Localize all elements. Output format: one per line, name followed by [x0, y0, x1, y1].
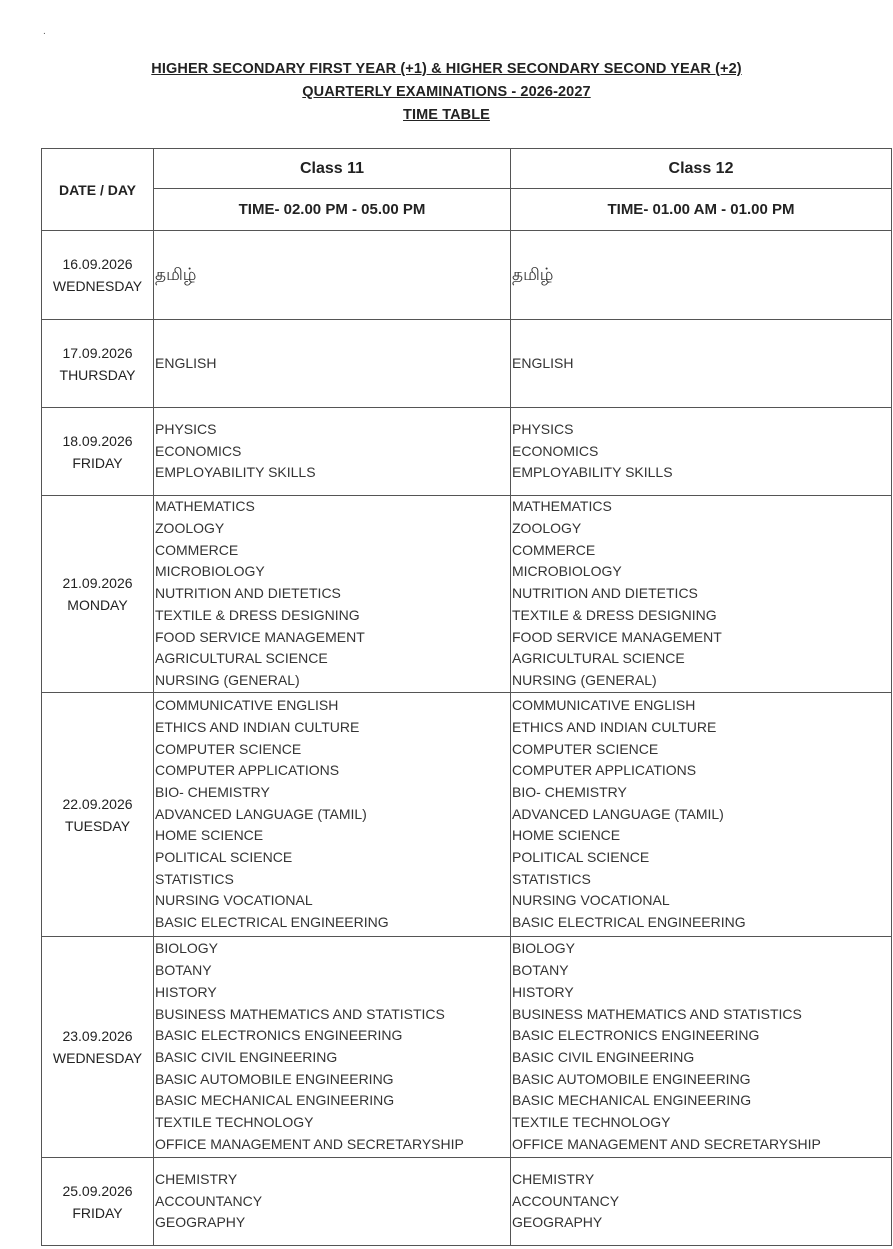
subject-item: BASIC ELECTRICAL ENGINEERING: [512, 914, 746, 931]
exam-date: 17.09.2026: [62, 344, 133, 361]
exam-date: 23.09.2026: [62, 1028, 133, 1044]
subject-item: CHEMISTRY: [512, 1170, 595, 1187]
exam-day: FRIDAY: [72, 1204, 123, 1221]
exam-day: TUESDAY: [64, 817, 131, 834]
date-day-cell: [42, 408, 154, 496]
subject-item: ECONOMICS: [512, 442, 599, 459]
timetable: [41, 148, 892, 1246]
subject-item: GEOGRAPHY: [512, 1214, 603, 1231]
subject-item: ACCOUNTANCY: [512, 1192, 620, 1209]
subject-item: EMPLOYABILITY SKILLS: [155, 464, 316, 481]
subject-item: ETHICS AND INDIAN CULTURE: [155, 718, 360, 735]
subject-item: HOME SCIENCE: [512, 827, 621, 844]
subject-item: BOTANY: [512, 962, 569, 979]
subject-item: NURSING VOCATIONAL: [155, 892, 313, 909]
class12-subjects-cell: [511, 320, 892, 408]
subject-item: BUSINESS MATHEMATICS AND STATISTICS: [512, 1005, 802, 1022]
header-row-time: [42, 189, 892, 231]
subject-item: COMMERCE: [512, 541, 596, 558]
class12-subjects-cell: [511, 408, 892, 496]
subject-item: STATISTICS: [512, 870, 591, 887]
subject-item: BASIC MECHANICAL ENGINEERING: [155, 1092, 395, 1109]
class11-subjects-cell: [154, 937, 511, 1158]
subject-item: BIOLOGY: [155, 940, 219, 957]
subject-item: OFFICE MANAGEMENT AND SECRETARYSHIP: [512, 1135, 821, 1152]
class11-time: TIME- 02.00 PM - 05.00 PM: [154, 189, 511, 231]
exam-row: [42, 496, 892, 693]
exam-date: 18.09.2026: [62, 432, 133, 449]
subject-item: BASIC CIVIL ENGINEERING: [155, 1049, 338, 1065]
class12-time: TIME- 01.00 AM - 01.00 PM: [511, 189, 892, 231]
stray-mark: .: [43, 26, 46, 37]
date-day-cell: [42, 320, 154, 408]
exam-row: [42, 937, 892, 1158]
exam-row: [42, 693, 892, 937]
subject-item: AGRICULTURAL SCIENCE: [512, 650, 685, 667]
subject-item: BASIC ELECTRONICS ENGINEERING: [155, 1027, 403, 1044]
subject-item: TEXTILE & DRESS DESIGNING: [155, 606, 360, 623]
subject-item: COMPUTER SCIENCE: [155, 740, 302, 757]
class11-subjects-cell: [154, 320, 511, 408]
subject-item: FOOD SERVICE MANAGEMENT: [155, 628, 365, 645]
subject-item: NURSING (GENERAL): [512, 671, 657, 688]
exam-day: WEDNESDAY: [52, 1050, 143, 1066]
subject-item: COMPUTER APPLICATIONS: [155, 762, 340, 779]
class12-subjects-cell: [511, 937, 892, 1158]
subject-item: TEXTILE TECHNOLOGY: [512, 1114, 671, 1131]
subject-item: GEOGRAPHY: [155, 1214, 246, 1231]
subject-item: BOTANY: [155, 962, 212, 979]
subject-item: HOME SCIENCE: [155, 827, 264, 844]
exam-day: MONDAY: [67, 597, 128, 613]
heading-line-2: QUARTERLY EXAMINATIONS - 2026-2027: [302, 84, 591, 100]
subject-item: ACCOUNTANCY: [155, 1192, 263, 1209]
subject-item: STATISTICS: [155, 870, 234, 887]
subject-item: ECONOMICS: [155, 442, 242, 459]
subject-item: COMPUTER APPLICATIONS: [512, 762, 697, 779]
class12-subjects-cell: [511, 496, 892, 693]
exam-date: 21.09.2026: [62, 575, 133, 591]
subject-item: MICROBIOLOGY: [155, 563, 265, 580]
class11-subjects-cell: [154, 408, 511, 496]
subject-item: ZOOLOGY: [155, 520, 225, 537]
exam-day: WEDNESDAY: [52, 278, 143, 294]
date-day-cell: [42, 693, 154, 937]
subject-item: BASIC MECHANICAL ENGINEERING: [512, 1092, 752, 1109]
subject-item: CHEMISTRY: [155, 1170, 238, 1187]
subject-item: AGRICULTURAL SCIENCE: [155, 650, 328, 667]
class11-header: Class 11: [154, 149, 511, 189]
exam-day: THURSDAY: [59, 366, 136, 383]
subject-item: BASIC ELECTRONICS ENGINEERING: [512, 1027, 760, 1044]
class12-header: Class 12: [511, 149, 892, 189]
class11-subjects-cell: [154, 1158, 511, 1246]
subject-item: தமிழ்: [512, 265, 554, 285]
exam-date: 22.09.2026: [62, 795, 133, 812]
date-day-cell: [42, 1158, 154, 1246]
exam-row: [42, 320, 892, 408]
date-day-cell: [42, 937, 154, 1158]
subject-item: COMPUTER SCIENCE: [512, 740, 659, 757]
document-heading: [0, 58, 893, 127]
heading-line-3: TIME TABLE: [403, 107, 490, 123]
class11-subjects-cell: [154, 231, 511, 320]
subject-item: NURSING (GENERAL): [155, 671, 300, 688]
exam-row: [42, 231, 892, 320]
exam-date: 16.09.2026: [62, 256, 133, 272]
subject-item: ETHICS AND INDIAN CULTURE: [512, 718, 717, 735]
subject-item: OFFICE MANAGEMENT AND SECRETARYSHIP: [155, 1135, 464, 1152]
class12-subjects-cell: [511, 1158, 892, 1246]
subject-item: MICROBIOLOGY: [512, 563, 622, 580]
subject-item: NURSING VOCATIONAL: [512, 892, 670, 909]
subject-item: BASIC ELECTRICAL ENGINEERING: [155, 914, 389, 931]
subject-item: BASIC AUTOMOBILE ENGINEERING: [155, 1070, 394, 1087]
subject-item: ENGLISH: [155, 354, 217, 371]
class12-subjects-cell: [511, 693, 892, 937]
exam-row: [42, 408, 892, 496]
subject-item: BASIC CIVIL ENGINEERING: [512, 1049, 695, 1065]
subject-item: POLITICAL SCIENCE: [512, 849, 650, 866]
class11-subjects-cell: [154, 693, 511, 937]
subject-item: TEXTILE & DRESS DESIGNING: [512, 606, 717, 623]
exam-day: FRIDAY: [72, 454, 123, 471]
subject-item: NUTRITION AND DIETETICS: [512, 585, 698, 602]
subject-item: PHYSICS: [155, 420, 217, 437]
subject-item: COMMUNICATIVE ENGLISH: [155, 697, 339, 714]
subject-item: BUSINESS MATHEMATICS AND STATISTICS: [155, 1005, 445, 1022]
subject-item: BIO- CHEMISTRY: [512, 783, 627, 800]
subject-item: PHYSICS: [512, 420, 574, 437]
date-day-header: DATE / DAY: [42, 149, 154, 231]
subject-item: COMMUNICATIVE ENGLISH: [512, 697, 696, 714]
heading-line-1: HIGHER SECONDARY FIRST YEAR (+1) & HIGHER SECONDARY SECOND YEAR (+2): [151, 61, 742, 77]
subject-item: HISTORY: [512, 983, 574, 1000]
subject-item: COMMERCE: [155, 541, 239, 558]
subject-item: BASIC AUTOMOBILE ENGINEERING: [512, 1070, 751, 1087]
class11-subjects-cell: [154, 496, 511, 693]
date-day-cell: [42, 496, 154, 693]
subject-item: FOOD SERVICE MANAGEMENT: [512, 628, 722, 645]
subject-item: தமிழ்: [155, 265, 197, 285]
subject-item: BIOLOGY: [512, 940, 576, 957]
exam-row: [42, 1158, 892, 1246]
subject-item: BIO- CHEMISTRY: [155, 783, 270, 800]
subject-item: POLITICAL SCIENCE: [155, 849, 293, 866]
subject-item: ADVANCED LANGUAGE (TAMIL): [512, 805, 724, 822]
subject-item: ENGLISH: [512, 354, 574, 371]
subject-item: ZOOLOGY: [512, 520, 582, 537]
subject-item: NUTRITION AND DIETETICS: [155, 585, 341, 602]
subject-item: HISTORY: [155, 983, 217, 1000]
subject-item: MATHEMATICS: [512, 498, 612, 515]
subject-item: EMPLOYABILITY SKILLS: [512, 464, 673, 481]
header-row-class: [42, 149, 892, 189]
class12-subjects-cell: [511, 231, 892, 320]
exam-date: 25.09.2026: [62, 1182, 133, 1199]
subject-item: TEXTILE TECHNOLOGY: [155, 1114, 314, 1131]
subject-item: ADVANCED LANGUAGE (TAMIL): [155, 805, 367, 822]
subject-item: MATHEMATICS: [155, 498, 255, 515]
date-day-cell: [42, 231, 154, 320]
